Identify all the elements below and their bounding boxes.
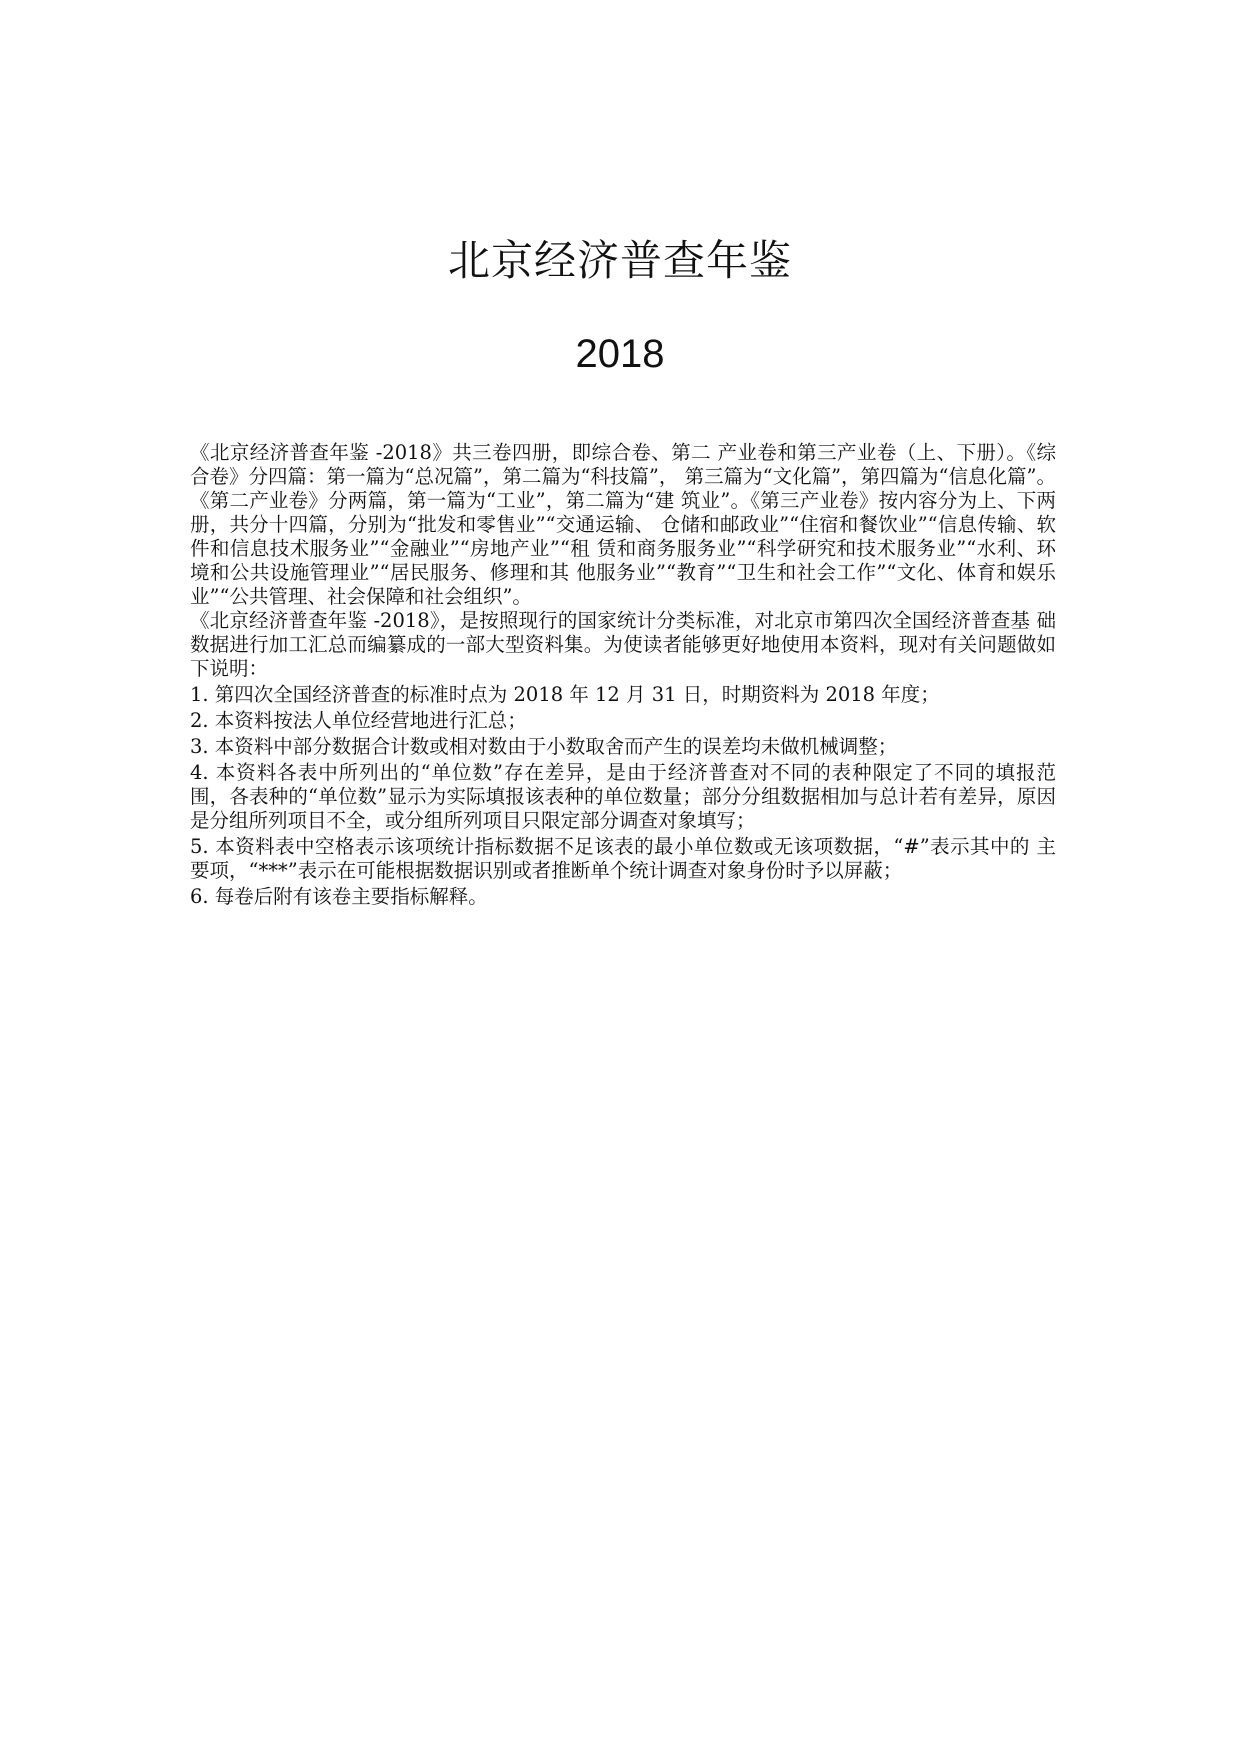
note-item-2: 2. 本资料按法人单位经营地进行汇总； [190,709,527,732]
document-title: 北京经济普查年鉴 [447,236,792,285]
note-item-5: 5. 本资料表中空格表示该项统计指标数据不足该表的最小单位数或无该项数据，“#”表示其中的 主要项，“***”表示在可能根据数据识别或者推断单个统计调查对象身份时予以屏蔽； [190,835,1056,882]
note-item-1: 1. 第四次全国经济普查的标准时点为 2018 年 12 月 31 日，时期资料为 2018 年度； [190,683,940,706]
intro-paragraph: 《北京经济普查年鉴 -2018》共三卷四册，即综合卷、第二 产业卷和第三产业卷（上、下册）。《综合卷》分四篇：第一篇为“总况篇”，第二篇为“科技篇”， 第三篇为“文化篇”，第四篇为“信息化篇”。《第二产业卷》分两篇，第一篇为“工业”，第二篇为“建 筑业”。《第三产业卷》按内容分为上、下两册，共分十四篇，分别为“批发和零售业”“交通运输、 仓储和邮政业”“住宿和餐饮业”“信息传输、软件和信息技术服务业”“金融业”“房地产业”“租 赁和商务服务业”“科学研究和技术服务业”“水利、环境和公共设施管理业”“居民服务、修理和其 他服务业”“教育”“卫生和社会工作”“文化、体育和娱乐业”“公共管理、社会保障和社会组织”。 [190,441,1056,608]
note-item-3: 3. 本资料中部分数据合计数或相对数由于小数取舍而产生的误差均未做机械调整； [190,735,898,758]
note-item-4: 4. 本资料各表中所列出的“单位数”存在差异，是由于经济普查对不同的表种限定了不同的填报范 围，各表种的“单位数”显示为实际填报该表种的单位数量；部分分组数据相加与总计若有差异，原因 是分组所列项目不全，或分组所列项目只限定部分调查对象填写； [190,761,1056,832]
document-year: 2018 [575,332,665,376]
preface-paragraph: 《北京经济普查年鉴 -2018》，是按照现行的国家统计分类标准，对北京市第四次全国经济普查基 础数据进行加工汇总而编纂成的一部大型资料集。为使读者能够更好地使用本资料，现对有关问题做如 下说明： [190,609,1056,680]
note-item-6: 6. 每卷后附有该卷主要指标解释。 [190,885,488,908]
document-body [190,441,1056,909]
